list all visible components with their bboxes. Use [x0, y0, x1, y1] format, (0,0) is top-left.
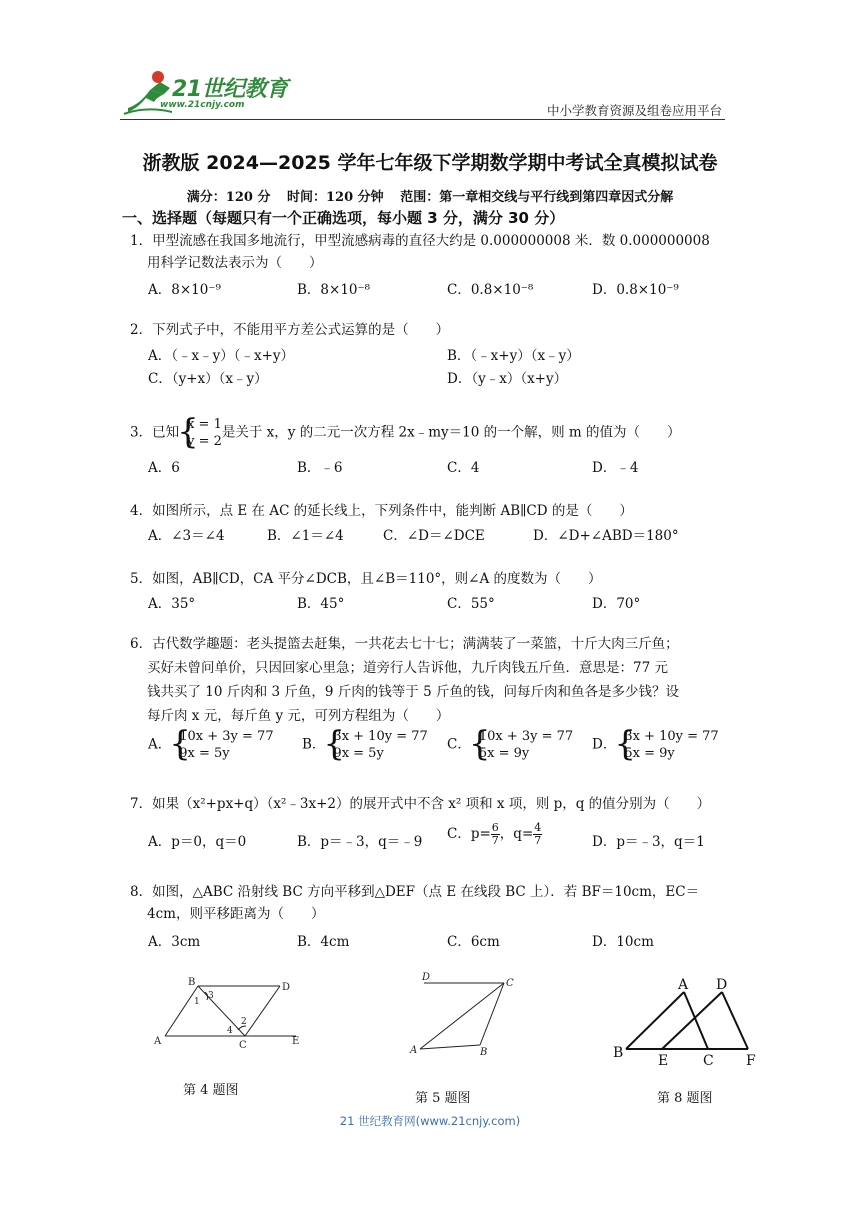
q6-option-b[interactable]: [302, 728, 428, 762]
q2-option-a[interactable]: A．（﹣x﹣y）（﹣x+y）: [148, 348, 295, 364]
fig4-label-e: E: [292, 1036, 300, 1047]
fig4-label-b: B: [188, 977, 196, 988]
q6-option-d[interactable]: [592, 728, 719, 762]
time-text: 时间：120 分钟: [286, 190, 384, 205]
q1-option-c[interactable]: C．0.8×10⁻⁸: [447, 282, 534, 298]
range-text: 范围：第一章相交线与平行线到第四章因式分解: [400, 190, 674, 205]
fig8-label-d: D: [716, 977, 728, 993]
q4-option-d[interactable]: D．∠D+∠ABD＝180°: [533, 528, 679, 544]
q7-c-den1: 7: [491, 834, 499, 847]
q7-c-prefix: C．p=: [447, 826, 491, 842]
q6-c-line2: 5x = 9y: [478, 746, 530, 761]
figure-4: [150, 972, 310, 1052]
fig8-label-a: A: [678, 977, 689, 993]
question-8: [130, 881, 740, 925]
fig5-label-b: B: [480, 1047, 488, 1058]
question-7: 7．如果（x²+px+q）（x²﹣3x+2）的展开式中不含 x² 项和 x 项，则 p，q 的值分别为（ ）: [130, 796, 711, 812]
q6-option-c[interactable]: [447, 728, 573, 762]
q8-stem-line1: 8．如图，△ABC 沿射线 BC 方向平移到△DEF（点 E 在线段 BC 上）．若 BF＝10cm，EC＝: [130, 884, 700, 900]
q3-prefix: 3．已知: [130, 424, 180, 441]
q6-option-a[interactable]: [148, 728, 274, 762]
fig4-label-3: 3: [208, 991, 214, 1001]
page-title: 浙教版 2024—2025 学年七年级下学期数学期中考试全真模拟试卷: [142, 152, 718, 174]
q5-option-c[interactable]: C．55°: [447, 596, 495, 612]
q7-c-frac1: [491, 822, 500, 847]
q3-system: [179, 416, 222, 450]
q6-c-system: [471, 728, 573, 762]
q1-stem-line2: 用科学记数法表示为（ ）: [147, 255, 323, 271]
q8-option-a[interactable]: A．3cm: [148, 934, 201, 950]
figure-5: [408, 967, 528, 1062]
q6-d-system: [616, 728, 718, 762]
q6-c-label: C．: [447, 736, 471, 753]
q1-option-a[interactable]: A．8×10⁻⁹: [148, 282, 221, 298]
q5-option-d[interactable]: D．70°: [592, 596, 641, 612]
q4-option-a[interactable]: A．∠3＝∠4: [148, 528, 225, 544]
q6-stem-line1: 6．古代数学趣题：老头提篮去赶集，一共花去七十七；满满装了一菜篮，十斤大肉三斤鱼；: [130, 636, 679, 652]
fig8-label-e: E: [658, 1053, 669, 1065]
q7-c-num1: 6: [491, 821, 499, 834]
q6-a-line1: { 10x + 3y = 77: [179, 729, 274, 744]
q7-c-mid: ，q=: [499, 826, 534, 842]
q5-option-a[interactable]: A．35°: [148, 596, 196, 612]
fig5-label-a: A: [410, 1045, 418, 1056]
q8-option-b[interactable]: B．4cm: [297, 934, 350, 950]
q6-b-system: [325, 728, 427, 762]
q7-option-d[interactable]: D．p＝﹣3，q＝1: [592, 834, 705, 850]
q3-system-line2: y = 2: [187, 434, 222, 449]
q6-a-system: [171, 728, 273, 762]
figure-8-caption: 第 8 题图: [657, 1091, 713, 1106]
question-4: 4．如图所示，点 E 在 AC 的延长线上，下列条件中，能判断 AB∥CD 的是（ ）: [130, 503, 633, 519]
exam-meta: [0, 186, 860, 205]
fig5-lines: [420, 983, 504, 1049]
fig4-label-2: 2: [241, 1017, 247, 1027]
q2-option-b[interactable]: B．（﹣x+y）（x﹣y）: [447, 348, 580, 364]
q6-c-line1: { 10x + 3y = 77: [478, 729, 574, 744]
q4-option-c[interactable]: C．∠D＝∠DCE: [383, 528, 485, 544]
q6-b-line1: { 3x + 10y = 77: [333, 729, 428, 744]
q6-d-line2: 5x = 9y: [624, 746, 675, 761]
fig8-label-f: F: [746, 1053, 756, 1065]
q3-option-d[interactable]: D．﹣4: [592, 460, 639, 476]
q8-option-d[interactable]: D．10cm: [592, 934, 654, 950]
figure-8: [608, 975, 768, 1065]
platform-label: 中小学教育资源及组卷应用平台: [546, 103, 722, 118]
q7-option-a[interactable]: A．p＝0，q＝0: [148, 834, 247, 850]
question-2: 2．下列式子中，不能用平方差公式运算的是（ ）: [130, 322, 450, 338]
q3-stem: 是关于 x，y 的二元一次方程 2x﹣my＝10 的一个解，则 m 的值为（ ）: [221, 424, 681, 441]
q5-option-b[interactable]: B．45°: [297, 596, 345, 612]
question-6: [130, 633, 740, 727]
figure-5-caption: 第 5 题图: [415, 1091, 471, 1106]
q6-stem-line3: 钱共买了 10 斤肉和 3 斤鱼，9 斤肉的钱等于 5 斤鱼的钱，问每斤肉和鱼各是多少钱？设: [147, 684, 679, 700]
fig8-label-c: C: [703, 1053, 714, 1065]
section-heading: 一、选择题（每题只有一个正确选项，每小题 3 分，满分 30 分）: [122, 209, 565, 227]
q7-option-b[interactable]: B．p＝﹣3，q＝﹣9: [297, 834, 423, 850]
q3-option-c[interactable]: C．4: [447, 460, 480, 476]
q3-option-b[interactable]: B．﹣6: [297, 460, 343, 476]
question-1: [130, 230, 730, 274]
logo: [120, 68, 300, 118]
fig8-label-b: B: [613, 1045, 624, 1061]
fig5-label-d: D: [422, 972, 431, 983]
fig8-lines: [626, 992, 748, 1049]
q1-option-d[interactable]: D．0.8×10⁻⁹: [592, 282, 679, 298]
logo-url: www.21cnjy.com: [160, 100, 245, 110]
score-text: 满分：120 分: [186, 190, 271, 205]
header-divider: [120, 119, 725, 120]
q1-stem-line1: 1．甲型流感在我国多地流行，甲型流感病毒的直径大约是 0.000000008 米．数 0.000000008: [130, 233, 710, 249]
q6-stem-line4: 每斤肉 x 元，每斤鱼 y 元，可列方程组为（ ）: [147, 708, 450, 724]
q1-option-b[interactable]: B．8×10⁻⁸: [297, 282, 371, 298]
q2-option-d[interactable]: D．（y﹣x）（x+y）: [447, 371, 568, 387]
footer-link[interactable]: 21 世纪教育网(www.21cnjy.com): [339, 1114, 521, 1128]
fig4-label-1: 1: [194, 997, 200, 1007]
question-5: 5．如图，AB∥CD，CA 平分∠DCB，且∠B＝110°，则∠A 的度数为（ ）: [130, 571, 602, 587]
q4-option-b[interactable]: B．∠1＝∠4: [267, 528, 344, 544]
q2-option-c[interactable]: C．（y+x）（x﹣y）: [148, 371, 268, 387]
q6-stem-line2: 买好未曾问单价，只因回家心里急；道旁行人告诉他，九斤肉钱五斤鱼．意思是：77 元: [147, 660, 668, 676]
logo-text: 21世纪教育: [172, 77, 288, 102]
fig4-label-d: D: [282, 982, 291, 993]
q6-d-label: D．: [592, 736, 617, 753]
q7-c-den2: 7: [534, 834, 542, 847]
q3-option-a[interactable]: A．6: [148, 460, 180, 476]
q8-option-c[interactable]: C．6cm: [447, 934, 500, 950]
question-3: [130, 416, 680, 450]
fig4-label-a: A: [154, 1036, 162, 1047]
q7-c-num2: 4: [534, 821, 542, 834]
q6-d-line1: { 3x + 10y = 77: [624, 729, 719, 744]
fig5-label-c: C: [506, 978, 514, 989]
q7-c-frac2: [533, 822, 542, 847]
q7-option-c[interactable]: [447, 822, 542, 847]
figure-4-caption: 第 4 题图: [183, 1083, 239, 1098]
q6-a-line2: 9x = 5y: [179, 746, 230, 761]
q6-b-label: B．: [302, 736, 326, 753]
fig4-label-4: 4: [227, 1026, 233, 1036]
q8-stem-line2: 4cm，则平移距离为（ ）: [147, 906, 325, 922]
q3-system-line1: { x = 1: [187, 417, 222, 432]
fig4-label-c: C: [239, 1040, 247, 1051]
q6-b-line2: 9x = 5y: [333, 746, 384, 761]
q6-a-label: A．: [148, 736, 172, 753]
